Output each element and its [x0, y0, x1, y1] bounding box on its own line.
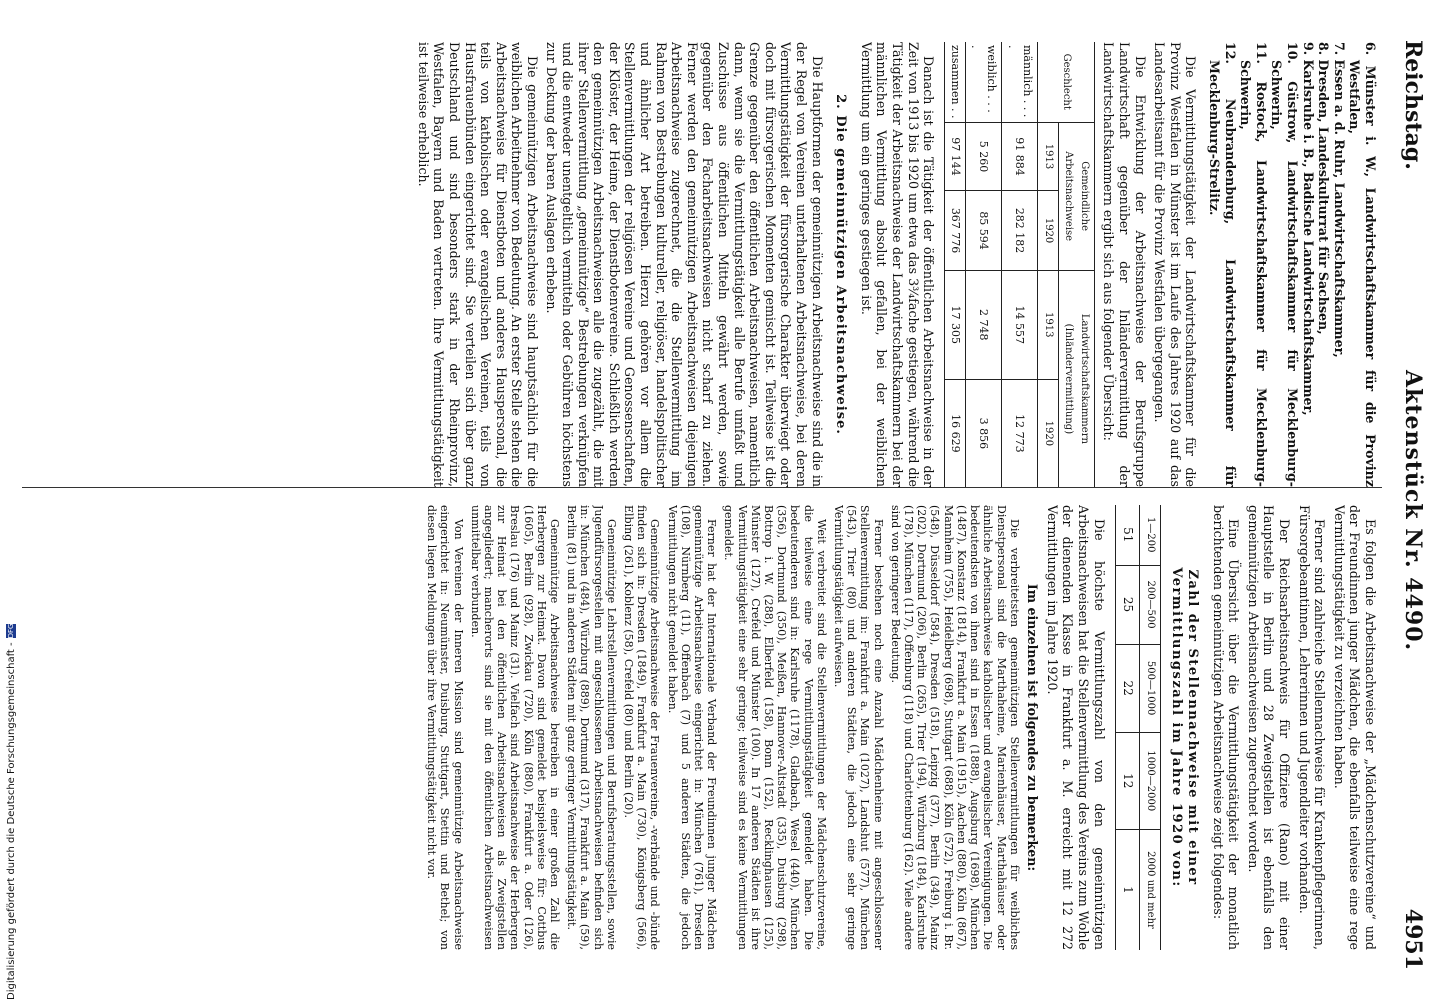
section-heading: 2. Die gemeinnützigen Arbeitsnachweise. [833, 94, 849, 435]
list-item: 11. Rostock, Landwirtschaftskammer für Mecklenburg-Schwerin, [1238, 42, 1269, 487]
comparison-table [944, 42, 1095, 487]
paragraph: Danach ist die Tätigkeit der öffentlichen Arbeitsnachweise in der Zeit von 1913 bis 1920 um etwa das 3¾fache gestiegen, während die Tätigkeit der Arbeitsnachweise der Landwirtschaftskammern bei der männlichen Vermittlung absolut gefallen, bei der weiblichen Vermittlung um ein geringes gestiegen ist. [858, 42, 937, 487]
range-header: 1—200 [1140, 505, 1161, 565]
small-paragraph: Ferner bestehen noch eine Anzahl Mädchenheime mit angeschlossener Stellenvermittlung im: Frankfurt a. Main (1027), Landshut (577), München (543), Trier (80) und anderen Städten, die jedoch eine sehr geringe Vermittlungstätigkeit aufweisen. [832, 505, 885, 950]
table-title: Zahl der Stellennachweise mit einer Vermittlungszahl im Jahre 1920 von: [1169, 567, 1201, 888]
range-header: 500—1000 [1140, 644, 1161, 732]
table-cell: 3 856 [965, 379, 1001, 487]
table-cell: 91 884 [1001, 122, 1037, 191]
small-paragraph: Die verbreitetsten gemeinnützigen Stellenvermittlungen für weibliches Dienstpersonal sind die Marthaheime, Marienhäuser, Marthahäuser oder ähnliche Arbeitsnachweise katholischer und evangelischer Vereinigungen. Die bedeutendsten von ihnen sind in Essen (1888), Augsburg (1698), München (1487), Konstanz (1814), Frankfurt a. Main (1915), Aachen (880), Köln (867), Mannheim (755), Heidelberg (698), Stuttgart (688), Köln (572), Freiburg i. Br. (548), Düsseldorf (584), Dresden (518), Leipzig (377), Berlin (349), Mainz (202), Dortmund (206), Berlin (265), Trier (194), Würzburg (184), Karlsruhe (178), München (117), Offenburg (118) und Charlottenburg (162). Viele andere sind von geringerer Bedeutung. [888, 505, 1021, 950]
row-label: zusammen . . [945, 42, 966, 122]
year-header: 1913 [1038, 270, 1059, 379]
small-paragraph: Gemeinnützige Lehrstellenvermittlungen und Berufsberatungsstellen, sowie Jugendfürsorgestellen mit angeschlossenen Arbeitsnachweisen befinden sich in: München (484), Würzburg (889), Dortmund (317), Frankfurt a. Main (59), Berlin (81) und in anderen Städten mit ganz geringer Vermittlungstätigkeit. [565, 505, 618, 950]
table-row [965, 42, 1001, 487]
table-row [1001, 42, 1037, 487]
list-item: 12. Neubrandenburg, Landwirtschaftskammer für Mecklenburg-Strelitz. [1207, 42, 1238, 487]
row-label: männlich . . . . [1001, 42, 1037, 122]
paragraph: Die Vermittlungstätigkeit der Landwirtschaftskammer für die Provinz Westfalen in Münster ist im Laufe des Jahres 1920 auf das Landesarbeitsamt für die Provinz Westfalen übergegangen. [1152, 42, 1199, 487]
table-cell: 97 144 [945, 122, 966, 191]
list-item: 6. Münster i. W., Landwirtschaftskammer für die Provinz Westfalen, [1347, 42, 1378, 487]
table-cell: 12 [1115, 732, 1140, 829]
small-paragraph: Gemeinnützige Arbeitsnachweise betreiben in einer großen Zahl die Herbergen zur Heimat. Davon sind gemeldet beispielsweise für: Cottbus (1605), Berlin (928), Zwickau (720), Köln (880), Frankfurt a. Oder (126), Breslau (176) und Mainz (31). Vielfach sind Arbeitsnachweise der Herbergen zur Heimat bei den öffentlichen Arbeitsnachweisen als Zweigstellen angegliedert; mancherorts sind sie mit den öffentlichen Arbeitsnachweisen unmittelbar verbunden. [468, 505, 562, 950]
range-header: 1000—2000 [1140, 732, 1161, 829]
table-cell: 2 748 [965, 270, 1001, 379]
chamber-list [1206, 42, 1378, 487]
header-title: Aktenstück Nr. 4490. [1400, 370, 1426, 652]
small-paragraph: Ferner hat der Internationale Verband der Freundinnen junger Mädchen gemeinnützige Arbeitsnachweise eingerichtet in: München (761), Dresden (108), Nürnberg (11), Offenbach (7) und 5 anderen Städten, die jedoch Vermittlungen nicht gemeldet haben. [665, 505, 719, 950]
page-header [1390, 40, 1426, 970]
table-cell: 16 629 [945, 379, 966, 487]
paragraph: Die höchste Vermittlungszahl von den gemeinnützigen Arbeitsnachweisen hat die Stellenvermittlung des Vereins zum Wohle der dienenden Klasse in Frankfurt a. M. erreicht mit 12 272 Vermittlungen im Jahre 1920. [1044, 505, 1107, 950]
paragraph: Der Reichsarbeitsnachweis für Offiziere (Rano) mit einer Hauptstelle in Berlin und 28 Zweigstellen ist ebenfalls den gemeinnützigen Arbeitsnachweisen zugerechnet worden. [1245, 505, 1293, 950]
year-header: 1920 [1038, 379, 1059, 487]
table-cell: 25 [1115, 565, 1140, 644]
right-column [18, 505, 1378, 950]
paragraph: Die Hauptformen der gemeinnützigen Arbeitsnachweise sind die in der Regel von Vereinen unterhaltenen Arbeitsnachweise, bei deren Vermittlungstätigkeit der fürsorgerische Charakter überwiegt oder doch mit fürsorgerischen Momenten gemischt ist. Teilweise ist die Grenze gegenüber den öffentlichen Arbeitsnachweisen, namentlich dann, wenn sie die Vermittlungstätigkeit alle Berufe umfaßt und Zuschüsse aus öffentlichen Mitteln gewährt werden, sowie gegenüber den Facharbeitsnachweisen nicht scharf zu ziehen. Ferner werden den gemeinnützigen Arbeitsnachweisen diejenigen Arbeitsnachweise zugerechnet, die die Stellenvermittlung im Rahmen von Bestrebungen kultureller, religiöser, handelspolitischer und ähnlicher Art betreiben. Hierzu gehören vor allem die Stellenvermittlungen der religiösen Vereine und Genossenschaften, der Klöster, der Heime, der Dienstbotenvereine. Schließlich werden den gemeinnützigen Arbeitsnachweisen alle die zugezählt, die mit ihrer Stellenvermittlung „gemeinnützige“ Bestrebungen verknüpfen und die entweder unentgeltlich vermitteln oder Gebühren höchstens zur Deckung der baren Auslagen erheben. [544, 42, 825, 487]
table-header: Landwirtschaftskammern (Inländervermittlung) [1058, 270, 1094, 487]
list-item: 9. Karlsruhe i. B., Badische Landwirtschaftskammer, [1300, 42, 1316, 416]
digitization-credit: Digitalisierung gefördert durch die Deutsche Forschungsgemeinschaft - [6, 642, 17, 1000]
dfg-logo: DFG [7, 623, 15, 639]
list-item: 7. Essen a. d. Ruhr, Landwirtschaftskammer, [1331, 42, 1347, 358]
paragraph: Ferner sind zahlreiche Stellennachweise für Krankenpflegerinnen, Fürsorgebeamtinnen, Lehrerinnen und Jugendleiter vorhanden. [1296, 505, 1328, 950]
table-cell: 282 182 [1001, 191, 1037, 270]
paragraph: Es folgen die Arbeitsnachweise der „Mädchenschutzvereine“ und der Freundinnen junger Mädchen, die ebenfalls teilweise eine rege Vermittlungstätigkeit zu verzeichnen haben. [1331, 505, 1378, 950]
table-cell: 1 [1115, 829, 1140, 950]
column-divider [22, 487, 1382, 488]
small-paragraph: Von Vereinen der Inneren Mission sind gemeinnützige Arbeitsnachweise eingerichtet in: Neumünster, Duisburg, Stuttgart, Stettin und Bethel; von diesen liegen Meldungen über ihre Vermittlungstätigkeit nicht vor. [425, 505, 465, 950]
table-cell: 367 776 [945, 191, 966, 270]
paragraph: Eine Übersicht über die Vermittlungstätigkeit der monatlich berichtenden gemeinnützigen Arbeitsnachweise zeigt folgendes: [1210, 505, 1242, 950]
small-paragraph: Gemeinnützige Arbeitsnachweise der Frauenvereine, -verbände und -bünde finden sich in: Dresden (1849), Frankfurt a. Main (730), Königsberg (566), Elbing (261), Koblenz (58), Crefeld (80) und Berlin (20). [622, 505, 662, 950]
header-left: Reichstag. [1400, 40, 1426, 170]
table-cell: 12 773 [1001, 379, 1037, 487]
table-header: Gemeindliche Arbeitsnachweise [1058, 122, 1094, 270]
row-label: weiblich . . . . [965, 42, 1001, 122]
table-cell: 85 594 [965, 191, 1001, 270]
table-header: Geschlecht [1038, 42, 1095, 122]
table-row [945, 42, 966, 487]
year-header: 1913 [1038, 122, 1059, 191]
table-cell: 22 [1115, 644, 1140, 732]
range-header: 2000 und mehr [1140, 829, 1161, 950]
small-paragraph: Weit verbreitet sind die Stellenvermittlungen der Mädchenschutzvereine, die teilweise eine rege Vermittlungstätigkeit gemeldet haben. Die bedeutenderen sind in: Karlsruhe (1178), Gladbach, Wesel (440), München (356), Dortmund (350), Meißen, Hannover-Altstadt (335), Duisburg (298), Bottrop i. W. (288), Elberfeld (158), Bonn (152), Recklinghausen (125), Münster (127), Crefeld und Münster (100). In 17 anderen Städten ist ihre Vermittlungstätigkeit eine sehr geringe; teilweise sind es keine Vermittlungen gemeldet. [722, 505, 828, 950]
list-item: 8. Dresden, Landeskulturrat für Sachsen, [1316, 42, 1332, 335]
list-item: 10. Güstrow, Landwirtschaftskammer für Mecklenburg-Schwerin, [1269, 42, 1301, 487]
digitization-note [6, 0, 17, 1000]
table-cell: 5 260 [965, 122, 1001, 191]
left-column [18, 42, 1378, 487]
table-cell: 14 557 [1001, 270, 1037, 379]
year-header: 1920 [1038, 191, 1059, 270]
table-cell: 17 305 [945, 270, 966, 379]
page-number: 4951 [1400, 908, 1426, 970]
table-cell: 51 [1115, 505, 1140, 565]
paragraph: Die Entwicklung der Arbeitsnachweise der Berufsgruppe Landwirtschaft gegenüber der Inländervermittlung der Landwirtschaftskammern ergibt sich aus folgender Übersicht: [1101, 42, 1148, 487]
frequency-table [1115, 505, 1161, 950]
subheading: Im einzelnen ist folgendes zu bemerken: [1025, 583, 1041, 872]
range-header: 200—500 [1140, 565, 1161, 644]
table-row [1115, 505, 1140, 950]
paragraph: Die gemeinnützigen Arbeitsnachweise sind hauptsächlich für die weiblichen Arbeitnehmer von Bedeutung. An erster Stelle stehen die Arbeitsnachweise für Dienstboten und anderes Hauspersonal, die teils von katholischen oder evangelischen Vereinen, teils von Hausfrauenbünden eingerichtet sind. Sie verteilen sich über ganz Deutschland und sind besonders stark in der Rheinprovinz, Westfalen, Bayern und Baden vertreten. Ihre Vermittlungstätigkeit ist teilweise erheblich. [415, 42, 540, 487]
